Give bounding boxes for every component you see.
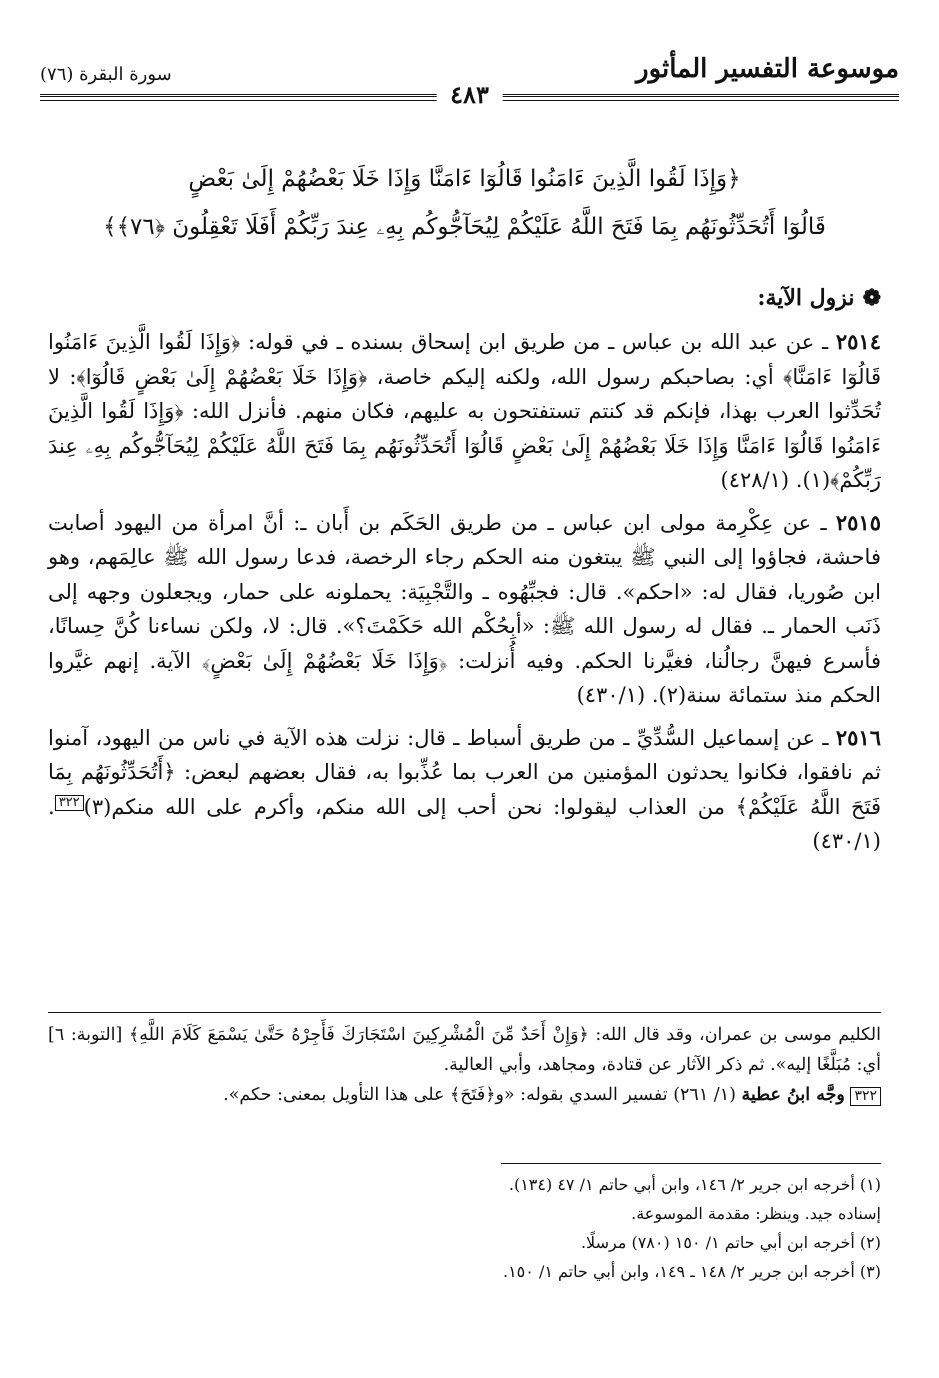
footnote-1: (١) أخرجه ابن جرير ٢/ ١٤٦، وابن أبي حاتم ١/ ٤٧ (١٣٤). [508, 1175, 881, 1194]
quran-verse [70, 155, 859, 251]
verse-line-1: ﴿وَإِذَا لَقُوا الَّذِينَ ءَامَنُوا قَالُوٓا ءَامَنَّا وَإِذَا خَلَا بَعْضُهُمْ إِلَىٰ بَعْضٍ [188, 166, 741, 192]
narration-number: ٢٥١٦ [835, 724, 881, 750]
narrations [48, 325, 881, 867]
surah-label: سورة البقرة (٧٦) [40, 64, 172, 85]
narration-text: ـ عن عِكْرِمة مولى ابن عباس ـ من طريق الحَكَم بن أَبان ـ: أنَّ امرأة من اليهود أصابت فاحشة، فجاؤوا إلى النبي ﷺ يبتغون منه الحكم رجاء الرخصة، فدعا رسول الله ﷺ عالِمَهم، وهو ابن صُوريا، فقال له: «احكم». قال: فجبِّهُوه ـ والتَّجْبِيَة: يحملونه على حمار، ويجعلون وجهه إلى ذَنَب الحمار ـ. فقال له رسول الله ﷺ: «أبِحُكْم الله حَكَمْتَ؟». قال: لا، ولكن نساءنا كُنَّ حِسانًا، فأسرع فيهنَّ رجالُنا، فغيَّرنا الحكم. وفيه أُنزلت: ﴿وَإِذَا خَلَا بَعْضُهُمْ إِلَىٰ بَعْضٍ﴾ الآية. إنهم غيَّروا الحكم منذ ستمائة سنة(٢). [48, 510, 881, 707]
footnotes [48, 1170, 881, 1286]
page-header [40, 50, 899, 110]
footnote-1-note: إسناده جيد. وينظر: مقدمة الموسوعة. [631, 1204, 881, 1223]
book-title: موسوعة التفسير المأثور [636, 54, 899, 84]
volume-reference: (٤٣٠/١) [812, 829, 881, 853]
footnote-separator [501, 1163, 881, 1164]
commentary [48, 1020, 881, 1110]
commentary-bold: وجَّه ابنُ عطية [741, 1085, 845, 1105]
volume-reference: (٤٢٨/١) [720, 468, 790, 492]
narration-number: ٢٥١٤ [835, 329, 881, 354]
narration-number: ٢٥١٥ [835, 509, 881, 535]
commentary-box-number: ٣٢٢ [850, 1087, 881, 1106]
volume-reference: (٤٣٠/١) [576, 683, 646, 707]
footnote-2: (٢) أخرجه ابن أبي حاتم ١/ ١٥٠ (٧٨٠) مرسلًا. [580, 1233, 881, 1252]
commentary-line-2 [48, 1080, 881, 1110]
section-title: نزول الآية: [757, 285, 855, 311]
narration-text: ـ عن إسماعيل السُّدِّيِّ ـ من طريق أسباط ـ قال: نزلت هذه الآية في ناس من اليهود، آمنوا ثم نافقوا، فكانوا يحدثون المؤمنين من العرب بما عُذِّبوا به، فقال بعضهم لبعض: ﴿أَتُحَدِّثُونَهُم بِمَا فَتَحَ اللَّهُ عَلَيْكُمْ﴾ من العذاب ليقولوا: نحن أحب إلى الله منكم، وأكرم على الله منكم(٣) [48, 725, 881, 819]
section-heading [757, 285, 881, 311]
flower-ornament-icon: ❁ [862, 285, 881, 311]
footnote-3: (٣) أخرجه ابن جرير ٢/ ١٤٨ ـ ١٤٩، وابن أبي حاتم ١/ ١٥٠. [502, 1262, 881, 1281]
narration-2514 [48, 325, 881, 498]
commentary-separator [48, 1012, 881, 1013]
commentary-text: (١/ ٢٦١) تفسير السدي بقوله: «و﴿فَتَحَ﴾ على هذا التأويل بمعنى: حكم». [223, 1085, 742, 1105]
narration-text: ـ عن عبد الله بن عباس ـ من طريق ابن إسحاق بسنده ـ في قوله: ﴿وَإِذَا لَقُوا الَّذِينَ ءَامَنُوا قَالُوٓا ءَامَنَّا﴾ أي: بصاحبكم رسول الله، ولكنه إليكم خاصة، ﴿وَإِذَا خَلَا بَعْضُهُمْ إِلَىٰ بَعْضٍ قَالُوٓا﴾: لا تُحَدِّثوا العرب بهذا، فإنكم قد كنتم تستفتحون به عليهم، فكان منهم. فأنزل الله: ﴿وَإِذَا لَقُوا الَّذِينَ ءَامَنُوا قَالُوٓا ءَامَنَّا وَإِذَا خَلَا بَعْضُهُمْ إِلَىٰ بَعْضٍ قَالُوٓا أَتُحَدِّثُونَهُم بِمَا فَتَحَ اللَّهُ عَلَيْكُمْ لِيُحَآجُّوكُم بِهِۦ عِندَ رَبِّكُمْ﴾(١). [48, 330, 881, 492]
page-number: ٤٨٣ [436, 80, 503, 109]
commentary-line-1: الكليم موسى بن عمران، وقد قال الله: ﴿وَإِنْ أَحَدٌ مِّنَ الْمُشْرِكِينَ اسْتَجَارَكَ فَأَجِرْهُ حَتَّىٰ يَسْمَعَ كَلَامَ اللَّهِ﴾ [التوبة: ٦] أي: مُبَلَّغًا إليه». ثم ذكر الآثار عن قتادة، ومجاهد، وأبي العالية. [48, 1025, 881, 1075]
verse-line-2: قَالُوٓا أَتُحَدِّثُونَهُم بِمَا فَتَحَ اللَّهُ عَلَيْكُمْ لِيُحَآجُّوكُم بِهِۦ عِندَ رَبِّكُمْ أَفَلَا تَعْقِلُونَ ﴿٧٦﴾﴾ [103, 214, 826, 240]
narration-2515 [48, 506, 881, 713]
narration-2516: ٢٥١٦ ـ عن إسماعيل السُّدِّيِّ ـ من طريق أسباط ـ قال: نزلت هذه الآية في ناس من اليهود، آمنوا ثم نافقوا، فكانوا يحدثون المؤمنين من العرب بما عُذِّبوا به، فقال بعضهم لبعض: ﴿أَتُحَدِّثُونَهُم بِمَا فَتَحَ اللَّهُ عَلَيْكُمْ﴾ من العذاب ليقولوا: نحن أحب إلى الله منكم، وأكرم على الله منكم(٣)٣٢٢. (٤٣٠/١) [48, 724, 881, 853]
commentary-box-number: ٣٢٢ [55, 795, 84, 811]
